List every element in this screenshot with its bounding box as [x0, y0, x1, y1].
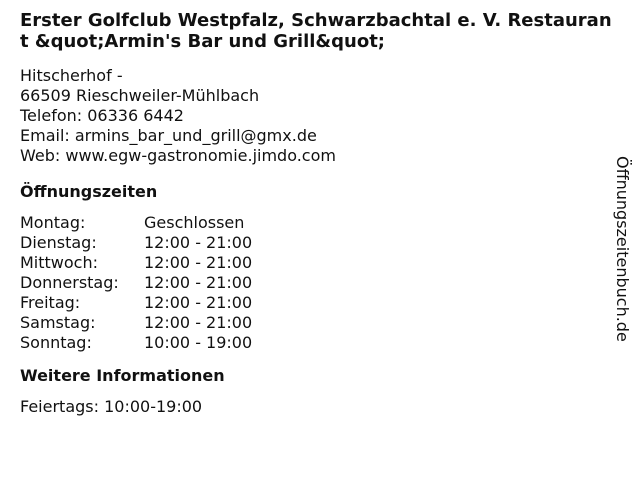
hours-day: Donnerstag: [20, 273, 119, 292]
phone-line: Telefon: 06336 6442 [20, 106, 184, 125]
hours-day: Dienstag: [20, 233, 97, 252]
hours-time: 12:00 - 21:00 [144, 313, 253, 332]
site-brand [612, 133, 632, 365]
hours-row-friday [20, 293, 620, 313]
hours-row-monday [20, 213, 620, 233]
business-name: Erster Golfclub Westpfalz, Schwarzbachtal e. V. Restaurant &quot;Armin's Bar und Grill&quot; [20, 10, 612, 52]
hours-row-thursday [20, 273, 620, 293]
hours-day: Samstag: [20, 313, 96, 332]
web-line: Web: www.egw-gastronomie.jimdo.com [20, 146, 336, 165]
holidays-line: Feiertags: 10:00-19:00 [20, 397, 203, 416]
hours-time: 10:00 - 19:00 [144, 333, 253, 352]
hours-row-tuesday [20, 233, 620, 253]
email-line: Email: armins_bar_und_grill@gmx.de [20, 126, 317, 145]
hours-day: Freitag: [20, 293, 81, 312]
site-brand-label: Öffnungszeitenbuch.de [613, 156, 632, 342]
hours-row-saturday [20, 313, 620, 333]
more-info-heading: Weitere Informationen [20, 366, 225, 385]
address-block [20, 66, 620, 166]
hours-time: Geschlossen [144, 213, 245, 232]
hours-row-wednesday [20, 253, 620, 273]
hours-time: 12:00 - 21:00 [144, 233, 253, 252]
hours-time: 12:00 - 21:00 [144, 293, 253, 312]
city-line: 66509 Rieschweiler-Mühlbach [20, 86, 260, 105]
hours-time: 12:00 - 21:00 [144, 273, 253, 292]
hours-day: Montag: [20, 213, 86, 232]
business-card [20, 10, 620, 417]
hours-row-sunday [20, 333, 620, 353]
hours-day: Sonntag: [20, 333, 92, 352]
hours-time: 12:00 - 21:00 [144, 253, 253, 272]
opening-hours-heading: Öffnungszeiten [20, 182, 158, 201]
opening-hours-table [20, 213, 620, 353]
street-line: Hitscherhof - [20, 66, 123, 85]
hours-day: Mittwoch: [20, 253, 98, 272]
